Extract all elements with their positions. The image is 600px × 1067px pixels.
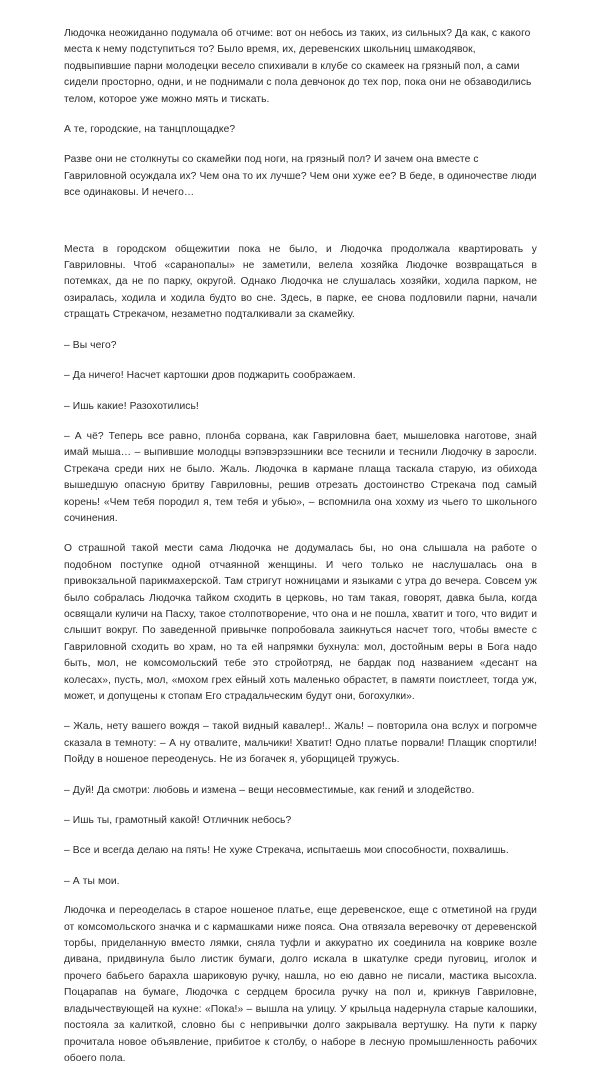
paragraph: – Вы чего? [64, 339, 117, 351]
paragraph: Людочка и переоделась в старое ношеное платье, еще деревенское, еще с отметиной на груди от комсомольского значка и с кармашками ниже пояса. Она отвязала веревочку от деревенской торбы, приделанную вместо лямки, сняла туфли и аккуратно их соединила на коврике возле дивана, придвинула было листик бумаги, долго искала в шкатулке среди пуговиц, иголок и прочего бабьего барахла шариковую ручку, нашла, но ею давно не писали, мастика высохла. Поцарапав на бумаге, Людочка с сердцем бросила ручку на пол и, крикнув Гавриловне, владычествующей на кухне: «Пока!» – вышла на улицу. У крыльца надернула старые калошики, постояла за калиткой, словно бы с непривычки долго закрывала вертушку. На пути к парку прочитала новое объявление, прибитое к столбу, о наборе в лесную промышленность рабочих обоего пола. [64, 905, 537, 1064]
paragraph: А те, городские, на танцплощадке? [64, 124, 236, 136]
paragraph: – Ишь ты, грамотный какой! Отличник небось? [64, 815, 292, 827]
paragraph: – Ишь какие! Разохотились! [64, 400, 199, 412]
paragraph: Людочка неожиданно подумала об отчиме: вот он небось из таких, из сильных? Да как, с какого места к нему подступиться то? Было время, их, деревенских школьниц шмакодявок, подвыпившие парни молодецки весело спихивали в клубе со скамеек на грязный пол, а сами сидели просторно, одни, и не поднимали с пола девчонок до тех пор, пока они не обзаводились телом, которое уже можно мять и тискать. [64, 28, 532, 105]
paragraph: Места в городском общежитии пока не было, и Людочка продолжала квартировать у Гавриловны. Чтоб «саранопалы» не заметили, велела хозяйка Людочке возвращаться в потемках, да не по парку, округой. Однако Людочка не слушалась хозяйки, ходила парком, не озиралась, ходила и ходила будто во сне. Здесь, в парке, ее снова подловили парни, начали стращать Стрекачом, незаметно подталкивали за скамейку. [64, 243, 537, 321]
paragraph: – А чё? Теперь все равно, плонба сорвана, как Гавриловна бает, мышеловка наготове, знай имай мыша… – выпившие молодцы вэпэвэрзэшники все теснили и теснили Людочку в заросли. Стрекача среди них не было. Жаль. Людочка в кармане плаща таскала старую, из обихода вышедшую опасную бритву Гавриловны, решив отрезать достоинство Стрекача под самый корень! «Чем тебя породил я, тем тебя и убью», – вспомнила она хохму из чьего то школьного сочинения. [64, 430, 537, 524]
paragraph: – Жаль, нету вашего вождя – такой видный кавалер!.. Жаль! – повторила она вслух и погромче сказала в темноту: – А ну отвалите, мальчики! Хватит! Одно платье порвали! Плащик спортили! Пойду в ношеное переоденусь. Не из богачек я, уборщицей тружусь. [64, 721, 537, 766]
paragraph: О страшной такой мести сама Людочка не додумалась бы, но она слышала на работе о подобном поступке одной отчаянной женщины. И чего только не наслушалась она в привокзальной парикмахерской. Там стригут ножницами и языками с утра до вечера. Совсем уж было собралась Людочка тайком сходить в церковь, но там такая, говорят, давка была, когда освящали куличи на Пасху, такое столпотворение, что она и не пошла, хватит и того, что видит и слышит вокруг. По заведенной привычке попробовала заикнуться насчет того, чтобы вместе с Гавриловной сходить во храм, но та ей напрямки бухнула: мол, достойным веры в Бога надо быть, мол, не комсомольский тебе это стройотряд, не бардак под названием «десант на колесах», пусть, мол, «мохом грех ейный хоть маленько обрастет, в памяти поистлеет, тогда уж, может, и допущены к стопам Его страдальческим будут они, богохулки». [64, 543, 537, 702]
text-column [64, 26, 537, 1067]
paragraph: – А ты мои. [64, 875, 120, 887]
paragraph: – Дуй! Да смотри: любовь и измена – вещи несовместимые, как гений и злодейство. [64, 784, 475, 796]
paragraph: – Все и всегда делаю на пять! Не хуже Стрекача, испытаешь мои способности, похвалишь. [64, 845, 509, 857]
section-divider [64, 216, 537, 242]
paragraph: Разве они не столкнуты со скамейки под ноги, на грязный пол? И зачем она вместе с Гавриловной осуждала их? Чем она то их лучше? Чем они хуже ее? В беде, в одиночестве люди все одинаковы. И нечего… [64, 154, 537, 199]
paragraph: – Да ничего! Насчет картошки дров поджарить соображаем. [64, 370, 356, 382]
